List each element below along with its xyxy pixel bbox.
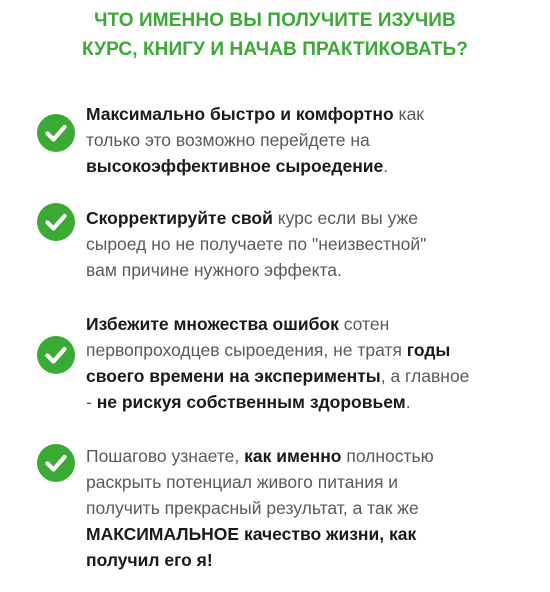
regular-text: . bbox=[383, 156, 389, 176]
benefit-text-1 bbox=[86, 101, 526, 179]
check-circle-icon bbox=[37, 444, 75, 482]
benefit-line bbox=[86, 101, 526, 127]
benefit-line bbox=[86, 469, 526, 495]
benefit-text-3 bbox=[86, 311, 526, 415]
benefit-line bbox=[86, 311, 526, 337]
check-circle-icon bbox=[37, 203, 75, 241]
benefit-line bbox=[86, 363, 526, 389]
benefit-line bbox=[86, 257, 526, 283]
heading-line-1: ЧТО ИМЕННО ВЫ ПОЛУЧИТЕ ИЗУЧИВ bbox=[94, 10, 456, 31]
benefit-line bbox=[86, 389, 526, 415]
benefit-line bbox=[86, 153, 526, 179]
regular-text: раскрыть потенциал живого питания и bbox=[86, 472, 399, 492]
regular-text: только это возможно перейдете на bbox=[86, 130, 370, 150]
bold-text: получил его я! bbox=[86, 550, 213, 570]
benefit-line bbox=[86, 231, 526, 257]
regular-text: - bbox=[86, 392, 97, 412]
benefit-line bbox=[86, 127, 526, 153]
regular-text: полностью bbox=[341, 446, 434, 466]
benefit-line bbox=[86, 205, 526, 231]
benefit-text-4 bbox=[86, 443, 526, 573]
bold-text: не рискуя собственным здоровьем bbox=[96, 392, 406, 412]
benefit-line bbox=[86, 547, 526, 573]
regular-text: получить прекрасный результат, а так же bbox=[86, 498, 419, 518]
bold-text: высокоэффективное сыроедение bbox=[86, 156, 384, 176]
regular-text: как bbox=[393, 104, 424, 124]
benefit-line bbox=[86, 521, 526, 547]
check-circle-icon bbox=[37, 114, 75, 152]
regular-text: сотен bbox=[338, 314, 390, 334]
regular-text: . bbox=[405, 392, 411, 412]
regular-text: вам причине нужного эффекта. bbox=[86, 260, 342, 280]
bold-text: годы bbox=[406, 340, 451, 360]
check-circle-icon bbox=[37, 336, 75, 374]
bold-text: Избежите множества ошибок bbox=[86, 314, 339, 334]
benefit-line bbox=[86, 495, 526, 521]
benefit-line bbox=[86, 337, 526, 363]
regular-text: курс если вы уже bbox=[272, 208, 418, 228]
bold-text: Скорректируйте свой bbox=[86, 208, 273, 228]
benefit-line bbox=[86, 443, 526, 469]
heading-line-2: КУРС, КНИГУ И НАЧАВ ПРАКТИКОВАТЬ? bbox=[81, 39, 469, 60]
bold-text: как именно bbox=[244, 446, 342, 466]
regular-text: , а главное bbox=[380, 366, 470, 386]
bold-text: своего времени на эксперименты bbox=[86, 366, 381, 386]
bold-text: Максимально быстро и комфортно bbox=[86, 104, 394, 124]
page-heading bbox=[0, 6, 550, 64]
bold-text: МАКСИМАЛЬНОЕ качество жизни, как bbox=[86, 524, 417, 544]
regular-text: Пошагово узнаете, bbox=[86, 446, 245, 466]
regular-text: сыроед но не получаете по "неизвестной" bbox=[86, 234, 427, 254]
benefit-text-2 bbox=[86, 205, 526, 283]
regular-text: первопроходцев сыроедения, не тратя bbox=[86, 340, 407, 360]
